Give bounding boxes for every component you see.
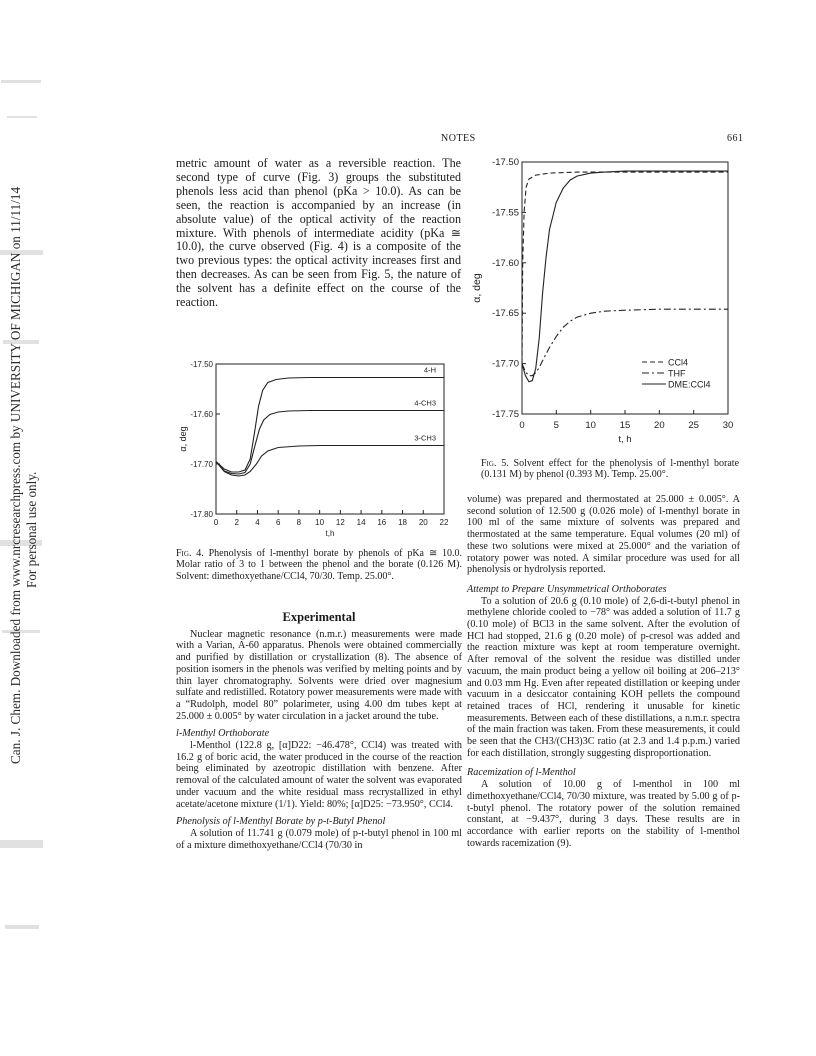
figure-4-label: Fig. 4. [176, 548, 204, 559]
series-label-3-ch3: 3-CH3 [414, 433, 436, 443]
plot-frame [522, 162, 728, 414]
x-tick-label: 5 [553, 420, 559, 431]
right-column-text [467, 494, 740, 849]
series-label-4-ch3: 4-CH3 [414, 398, 436, 408]
subheading-unsymmetrical: Attempt to Prepare Unsymmetrical Orthoborates [467, 583, 667, 595]
series-line-ccl4 [522, 172, 728, 364]
subheading-phenolysis: Phenolysis of l-Menthyl Borate by p-t-Butyl Phenol [176, 816, 386, 828]
x-tick-label: 10 [315, 518, 325, 527]
series-line-thf [522, 309, 728, 376]
series-line-4-h [216, 378, 444, 473]
experimental-paragraph-1: Nuclear magnetic resonance (n.m.r.) measurements were made with a Varian, A-60 apparatus. Phenols were obtained commercially and purified by distillation or crystallization (8). The absence of position isomers in the phenols was verified by melting points and by thin layer chromatography. Solvents were dried over magnesium sulfate and redistilled. Rotatory power measurements were made with a “Rudolph, model 80” polarimeter, using 4.00 dm tubes kept at 25.000 ± 0.005° by water circulation in a jacket around the tube. [176, 628, 462, 722]
y-tick-label: -17.80 [190, 510, 213, 519]
right-paragraph-2: To a solution of 20.6 g (0.10 mole) of 2,6-di-t-butyl phenol in methylene chloride cooled to −78° was added a solution of 11.7 g (0.10 mole) of BCl3 in the same solvent. After the evolution of HCl had stopped, 21.6 g (0.20 mole) of p-cresol was added and the reaction mixture was kept at room temperature overnight. After removal of the solvent the residue was distilled under vacuum, the main product being a yellow oil boiling at 206–213° and 0.03 mm Hg. Even after repeated distillation or keeping under vacuum in a desiccator containing KOH pellets the compound retained traces of HCl, rendering it unusable for kinetic measurements. Between each of these distillations, a n.m.r. spectra of the main fraction was taken. From these measurements, it could be seen that the CH3/(CH3)3C ratio (at 2.3 and 1.4 p.p.m.) varied for each distillation, strongly suggesting disproportionation. [467, 595, 740, 759]
page-number: 661 [727, 133, 744, 144]
x-tick-label: 14 [356, 518, 366, 527]
series-line-3-ch3 [216, 446, 444, 477]
x-tick-label: 18 [398, 518, 407, 527]
plot-frame [216, 364, 444, 514]
x-axis-label: t, h [618, 434, 632, 445]
y-tick-label: -17.65 [492, 308, 519, 320]
experimental-paragraph-3: A solution of 11.741 g (0.079 mole) of p-t-butyl phenol in 100 ml of a mixture dimethoxyethane/CCl4 (70/30 in [176, 827, 462, 851]
series-line-4-ch3 [216, 411, 444, 475]
y-tick-label: -17.50 [190, 360, 213, 369]
x-tick-label: 30 [722, 420, 734, 431]
figure-4-caption-text: Phenolysis of l-menthyl borate by phenols of pKa ≅ 10.0. Molar ratio of 3 to 1 between the phenol and the borate (0.126 M). Solvent: dimethoxyethane/CCl4, 70/30. Temp. 25.00°. [176, 548, 463, 582]
experimental-paragraph-2: l-Menthol (122.8 g, [α]D22: −46.478°, CCl4) was treated with 16.2 g of boric acid, the water produced in the course of the reaction being eliminated by azeotropic distillation with benzene. After removal of the calculated amount of water the solvent was evaporated under vacuum and the white residual mass recrystallized in ethyl acetate/acetone mixture (1/1). Yield: 80%; [α]D25: −73.950°, CCl4. [176, 740, 462, 810]
legend-label-ccl4: CCl4 [668, 357, 689, 368]
figure-4-caption [176, 548, 462, 582]
y-tick-label: -17.70 [190, 460, 213, 469]
y-tick-label: -17.60 [190, 410, 213, 419]
y-axis-label: α, deg [471, 273, 483, 303]
y-tick-label: -17.75 [492, 409, 519, 420]
running-header: NOTES [441, 133, 476, 144]
personal-use-notice: For personal use only. [24, 471, 39, 588]
download-notice: Can. J. Chem. Downloaded from www.nrcresearchpress.com by UNIVERSITY OF MICHIGAN on 11/11/14 [8, 186, 23, 764]
intro-paragraph: metric amount of water as a reversible reaction. The second type of curve (Fig. 3) groups the substituted phenols less acid than phenol (pKa > 10.0). As can be seen, the reaction is accompanied by an increase (in absolute value) of the optical activity of the reaction mixture. With phenols of intermediate acidity (pKa ≅ 10.0), the curve observed (Fig. 4) is a composite of the two previous types: the optical activity increases first and then decreases. As can be seen from Fig. 5, the nature of the solvent has a definite effect on the course of the reaction. [176, 156, 461, 310]
figure-5-caption-text: Solvent effect for the phenolysis of l-menthyl borate (0.131 M) by phenol (0.393 M). Temp. 25.00°. [481, 458, 740, 481]
subheading-menthyl-orthoborate: l-Menthyl Orthoborate [176, 728, 270, 740]
right-paragraph-1: volume) was prepared and thermostated at 25.000 ± 0.005°. A second solution of 12.500 g (0.026 mole) of l-menthyl borate in 100 ml of the same mixture of solvents was prepared and thermostated at the same temperature. Equal volumes (20 ml) of these two solutions were mixed at 25.000° and the variation of rotatory power was noted. A similar procedure was used for all phenolysis or hydrolysis reported. [467, 494, 740, 576]
x-tick-label: 16 [377, 518, 387, 527]
legend-label-dme-ccl4: DME:CCl4 [668, 379, 711, 390]
y-tick-label: -17.50 [492, 157, 519, 168]
x-tick-label: 8 [296, 518, 302, 527]
figure-5-caption [481, 458, 739, 481]
x-tick-label: 0 [519, 420, 525, 431]
y-axis-label: α, deg [178, 426, 188, 452]
figure-4-chart [174, 356, 466, 542]
subheading-racemization: Racemization of l-Menthol [467, 767, 576, 779]
series-label-4-h: 4-H [423, 365, 436, 375]
right-paragraph-3: A solution of 10.00 g of l-menthol in 100 ml dimethoxyethane/CCl4, 70/30 mixture, was treated by 5.00 g of p-t-butyl phenol. The rotatory power of the solution remained constant, at −9.437°, during 3 days. These results are in accordance with earlier reports on the stability of l-menthol towards racemization (9). [467, 779, 740, 849]
x-tick-label: 22 [439, 518, 449, 527]
x-tick-label: 12 [335, 518, 345, 527]
series-line-dme-ccl4 [522, 171, 728, 382]
x-tick-label: 25 [688, 420, 699, 431]
y-tick-label: -17.55 [492, 207, 519, 219]
x-tick-label: 2 [234, 518, 239, 527]
y-tick-label: -17.70 [492, 358, 519, 370]
x-tick-label: 15 [619, 420, 631, 431]
x-tick-label: 0 [213, 518, 219, 527]
figure-5-chart [470, 152, 742, 452]
x-axis-label: t,h [325, 529, 335, 538]
section-title: Experimental [282, 610, 356, 624]
y-tick-label: -17.60 [492, 257, 519, 269]
x-tick-label: 20 [418, 518, 428, 527]
x-tick-label: 6 [275, 518, 281, 527]
x-tick-label: 4 [255, 518, 260, 527]
x-tick-label: 10 [585, 420, 596, 431]
experimental-section [176, 612, 462, 851]
legend-label-thf: THF [668, 368, 686, 379]
figure-5-label: Fig. 5. [481, 458, 509, 469]
x-tick-label: 20 [654, 420, 665, 431]
